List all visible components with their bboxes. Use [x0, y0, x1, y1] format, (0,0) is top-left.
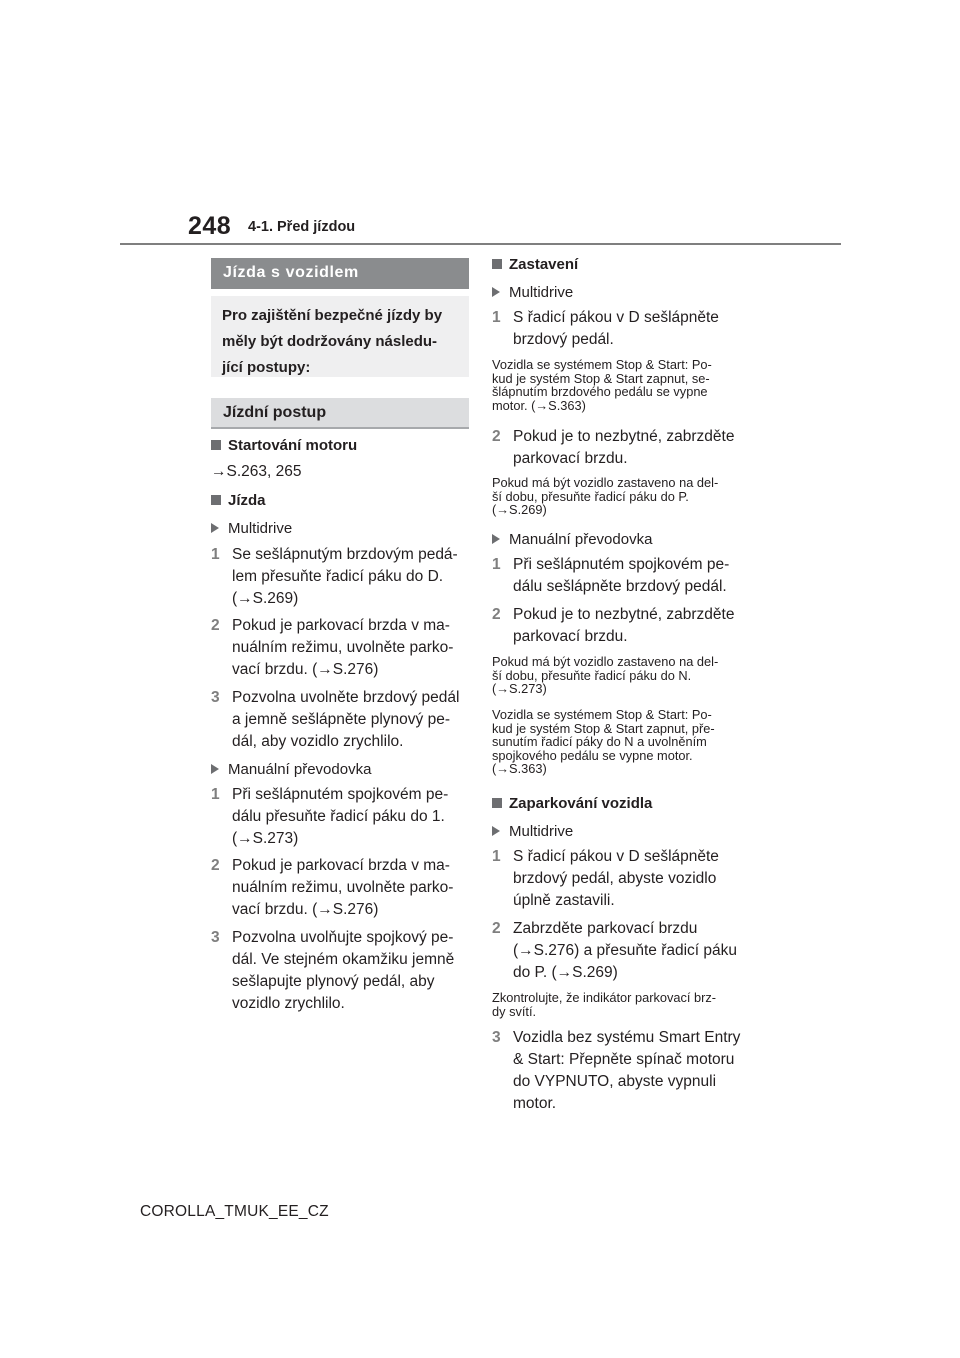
- page-number: 248: [188, 212, 232, 240]
- heading-parking: Zaparkování vozidla: [492, 795, 652, 812]
- section-title: 4-1. Před jízdou: [248, 219, 356, 235]
- triangle-bullet-icon: [492, 534, 500, 544]
- section-box-title: Jízda s vozidlem: [211, 258, 469, 289]
- subheading-manual: Manuální převodovka: [211, 761, 371, 778]
- step-item: 1 S řadicí pákou v D sešlápněte brzdový pedál.: [492, 309, 719, 348]
- triangle-bullet-icon: [211, 523, 219, 533]
- step-item: 1 Při sešlápnutém spojkovém pe- dálu sešlápněte brzdový pedál.: [492, 556, 730, 595]
- note-text: Vozidla se systémem Stop & Start: Po- kud je systém Stop & Start zapnut, se- šlápnutím brzdového pedálu se vypne motor. (→S.363): [492, 357, 712, 413]
- step-item: 2 Zabrzděte parkovací brzdu (→S.276) a přesuňte řadicí páku do P. (→S.269): [492, 920, 738, 981]
- square-bullet-icon: [211, 495, 221, 505]
- footer-doc-id: COROLLA_TMUK_EE_CZ: [140, 1203, 329, 1220]
- step-item: 3 Vozidla bez systému Smart Entry & Start: Přepněte spínač motoru do VYPNUTO, abyste vypnuli motor.: [492, 1029, 741, 1112]
- note-text: Zkontrolujte, že indikátor parkovací brz- dy svítí.: [492, 990, 717, 1019]
- subheading-multidrive: Multidrive: [211, 520, 292, 537]
- triangle-bullet-icon: [211, 764, 219, 774]
- step-item: 3 Pozvolna uvolňujte spojkový pe- dál. Ve stejném okamžiku jemně sešlapujte plynový pedál, aby vozidlo zrychlilo.: [211, 929, 455, 1012]
- subheading-multidrive: Multidrive: [492, 823, 573, 840]
- header-divider: [120, 243, 841, 245]
- step-item: 1 Při sešlápnutém spojkovém pe- dálu přesuňte řadicí páku do 1. (→S.273): [211, 786, 449, 847]
- step-item: 2 Pokud je to nezbytné, zabrzděte parkovací brzdu.: [492, 606, 735, 645]
- note-text: Pokud má být vozidlo zastaveno na del- ší dobu, přesuňte řadicí páku do P. (→S.269): [492, 475, 719, 517]
- triangle-bullet-icon: [492, 287, 500, 297]
- step-item: 2 Pokud je parkovací brzda v ma- nuálním režimu, uvolněte parko- vací brzdu. (→S.276): [211, 857, 454, 918]
- step-item: 2 Pokud je to nezbytné, zabrzděte parkovací brzdu.: [492, 428, 735, 467]
- intro-box: Pro zajištění bezpečné jízdy by měly být dodržovány následu- jící postupy:: [211, 296, 469, 377]
- start-reference: →S.263, 265: [211, 463, 302, 480]
- note-text: Pokud má být vozidlo zastaveno na del- ší dobu, přesuňte řadicí páku do N. (→S.273): [492, 654, 719, 696]
- subsection-box-title: Jízdní postup: [211, 398, 469, 429]
- heading-driving: Jízda: [211, 492, 266, 509]
- step-item: 1 S řadicí pákou v D sešlápněte brzdový pedál, abyste vozidlo úplně zastavili.: [492, 848, 719, 909]
- heading-stopping: Zastavení: [492, 256, 578, 273]
- subheading-multidrive: Multidrive: [492, 284, 573, 301]
- note-text: Vozidla se systémem Stop & Start: Po- kud je systém Stop & Start zapnut, pře- sunutím řadicí páky do N a uvolněním spojkového pedálu se vypne motor. (→S.363): [492, 707, 715, 776]
- triangle-bullet-icon: [492, 826, 500, 836]
- step-item: 1 Se sešlápnutým brzdovým pedá- lem přesuňte řadicí páku do D. (→S.269): [211, 546, 458, 607]
- heading-start-engine: Startování motoru: [211, 437, 357, 454]
- square-bullet-icon: [211, 440, 221, 450]
- step-item: 2 Pokud je parkovací brzda v ma- nuálním režimu, uvolněte parko- vací brzdu. (→S.276): [211, 617, 454, 678]
- square-bullet-icon: [492, 798, 502, 808]
- subheading-manual: Manuální převodovka: [492, 531, 652, 548]
- step-item: 3 Pozvolna uvolněte brzdový pedál a jemně sešlápněte plynový pe- dál, aby vozidlo zrychlilo.: [211, 689, 460, 750]
- square-bullet-icon: [492, 259, 502, 269]
